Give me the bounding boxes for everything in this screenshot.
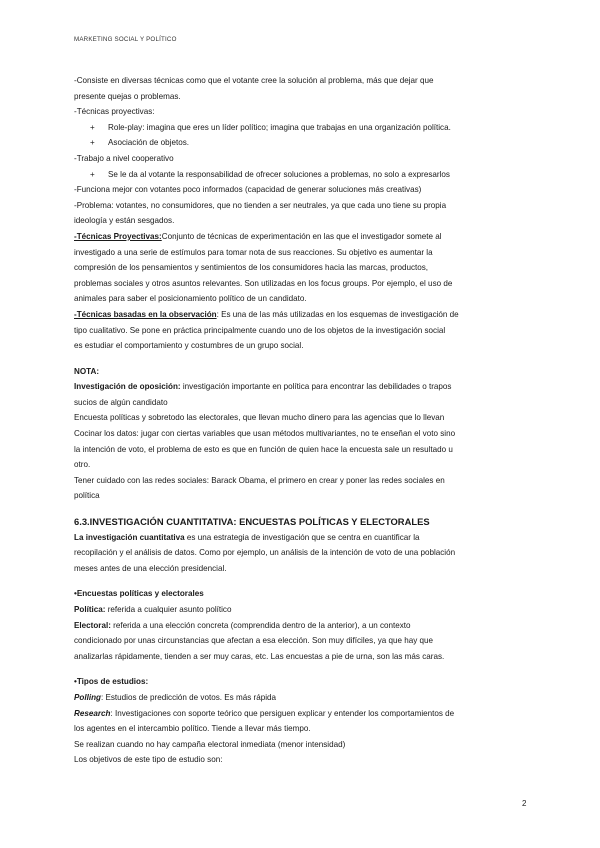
definition-line	[74, 706, 530, 722]
paragraph-line: sucios de algún candidato	[74, 397, 168, 407]
page-number: 2	[522, 799, 527, 808]
term-label: Investigación de oposición:	[74, 382, 181, 392]
definition-line	[74, 379, 530, 395]
definition-text: : Investigaciones con soporte teórico que persiguen explicar y entender los comportamientos de	[110, 708, 455, 718]
paragraph-line: tipo cualitativo. Se pone en práctica principalmente cuando uno de los objetos de la investigación social	[74, 325, 446, 335]
subsection-heading	[74, 674, 530, 690]
paragraph-line: los agentes en el intercambio político. Tiende a llevar más tiempo.	[74, 724, 311, 734]
definition-text: referida a una elección concreta (comprendida dentro de la anterior), a un contexto	[110, 620, 411, 630]
paragraph-line: investigado a una serie de estímulos para tomar nota de sus reacciones. Su objetivo es aumentar la	[74, 247, 433, 257]
bullet-plus-icon: +	[90, 122, 95, 132]
paragraph-line: política	[74, 491, 100, 501]
definition-line	[74, 690, 530, 706]
term-label: La investigación cuantitativa	[74, 532, 185, 542]
term-label: Research	[74, 708, 111, 718]
running-header: MARKETING SOCIAL Y POLÍTICO	[74, 36, 177, 43]
definition-text: Conjunto de técnicas de experimentación en las que el investigador somete al	[161, 231, 442, 241]
term-label: -Técnicas Proyectivas:	[74, 231, 162, 241]
page-content	[74, 73, 530, 768]
paragraph-line: otro.	[74, 460, 91, 470]
paragraph-line: recopilación y el análisis de datos. Como por ejemplo, un análisis de la intención de voto de una población	[74, 548, 456, 558]
bullet-plus-icon: +	[90, 169, 95, 179]
term-label: Polling	[74, 692, 101, 702]
paragraph-line: Se realizan cuando no hay campaña electoral inmediata (menor intensidad)	[74, 739, 346, 749]
definition-line	[74, 229, 530, 245]
subsection-heading	[74, 586, 530, 602]
paragraph-line: presente quejas o problemas.	[74, 91, 181, 101]
paragraph-line: meses antes de una elección presidencial.	[74, 563, 227, 573]
note-label: NOTA:	[74, 366, 100, 376]
section-heading: 6.3.INVESTIGACIÓN CUANTITATIVA: ENCUESTAS POLÍTICAS Y ELECTORALES	[74, 516, 430, 528]
paragraph-line: -Consiste en diversas técnicas como que el votante cree la solución al problema, más que dejar que	[74, 76, 434, 85]
paragraph-line: compresión de los pensamientos y sentimientos de los consumidores hacia las marcas, productos,	[74, 263, 429, 273]
definition-line	[74, 618, 530, 634]
paragraph-line: Los objetivos de este tipo de estudio son:	[74, 755, 223, 765]
paragraph-line: -Funciona mejor con votantes poco informados (capacidad de generar soluciones más creativas)	[74, 185, 422, 195]
list-item	[74, 135, 530, 151]
list-item-text: Se le da al votante la responsabilidad de ofrecer soluciones a problemas, no solo a expresarlos	[108, 169, 450, 179]
list-item	[74, 167, 530, 183]
term-label: Electoral:	[74, 620, 111, 630]
paragraph-line: analizarlas rápidamente, tienden a ser muy caras, etc. Las encuestas a pie de urna, son las más caras.	[74, 651, 445, 661]
definition-line	[74, 602, 530, 618]
definition-line	[74, 530, 530, 546]
definition-text: : Estudios de predicción de votos. Es más rápida	[100, 692, 276, 702]
note-heading	[74, 364, 530, 380]
definition-text: referida a cualquier asunto político	[105, 605, 232, 614]
term-label: Política:	[74, 605, 106, 614]
paragraph-line: problemas sociales y otros asuntos relevantes. Son utilizadas en los focus groups. Por ejemplo, el uso de	[74, 278, 453, 288]
subsection-label: •Encuestas políticas y electorales	[74, 589, 204, 599]
paragraph-line: Cocinar los datos: jugar con ciertas variables que usan métodos multivariantes, no te enseñan el voto sino	[74, 429, 456, 439]
paragraph-line: Tener cuidado con las redes sociales: Barack Obama, el primero en crear y poner las redes sociales en	[74, 475, 445, 485]
paragraph-line: la intención de voto, el problema de esto es que en función de quien hace la encuesta sale un resultado u	[74, 444, 453, 454]
paragraph-line: -Problema: votantes, no consumidores, que no tienden a ser neutrales, ya que cada uno tiene su propia	[74, 200, 447, 210]
paragraph-line: Encuesta políticas y sobretodo las electorales, que llevan mucho dinero para las agencias que lo llevan	[74, 413, 445, 423]
subsection-label: •Tipos de estudios:	[74, 677, 149, 687]
list-item	[74, 120, 530, 136]
definition-line	[74, 307, 530, 323]
paragraph-line: ideología y están sesgados.	[74, 216, 175, 226]
paragraph-line: -Técnicas proyectivas:	[74, 107, 155, 117]
list-item-text: Asociación de objetos.	[108, 138, 189, 148]
definition-text: : Es una de las más utilizadas en los esquemas de investigación de	[216, 309, 459, 319]
term-label: -Técnicas basadas en la observación	[74, 309, 217, 319]
paragraph-line: es estudiar el comportamiento y costumbres de un grupo social.	[74, 341, 304, 351]
paragraph-line: condicionado por unas circunstancias que afectan a esa elección. Son muy difíciles, ya que hay que	[74, 636, 434, 646]
definition-text: investigación importante en política para encontrar las debilidades o trapos	[180, 382, 452, 392]
bullet-plus-icon: +	[90, 138, 95, 148]
paragraph-line: animales para saber el posicionamiento político de un candidato.	[74, 294, 307, 304]
list-item-text: Role-play: imagina que eres un líder político; imagina que trabajas en una organización política.	[108, 122, 451, 132]
paragraph-line: -Trabajo a nivel cooperativo	[74, 153, 174, 163]
definition-text: es una estrategia de investigación que se centra en cuantificar la	[184, 532, 420, 542]
